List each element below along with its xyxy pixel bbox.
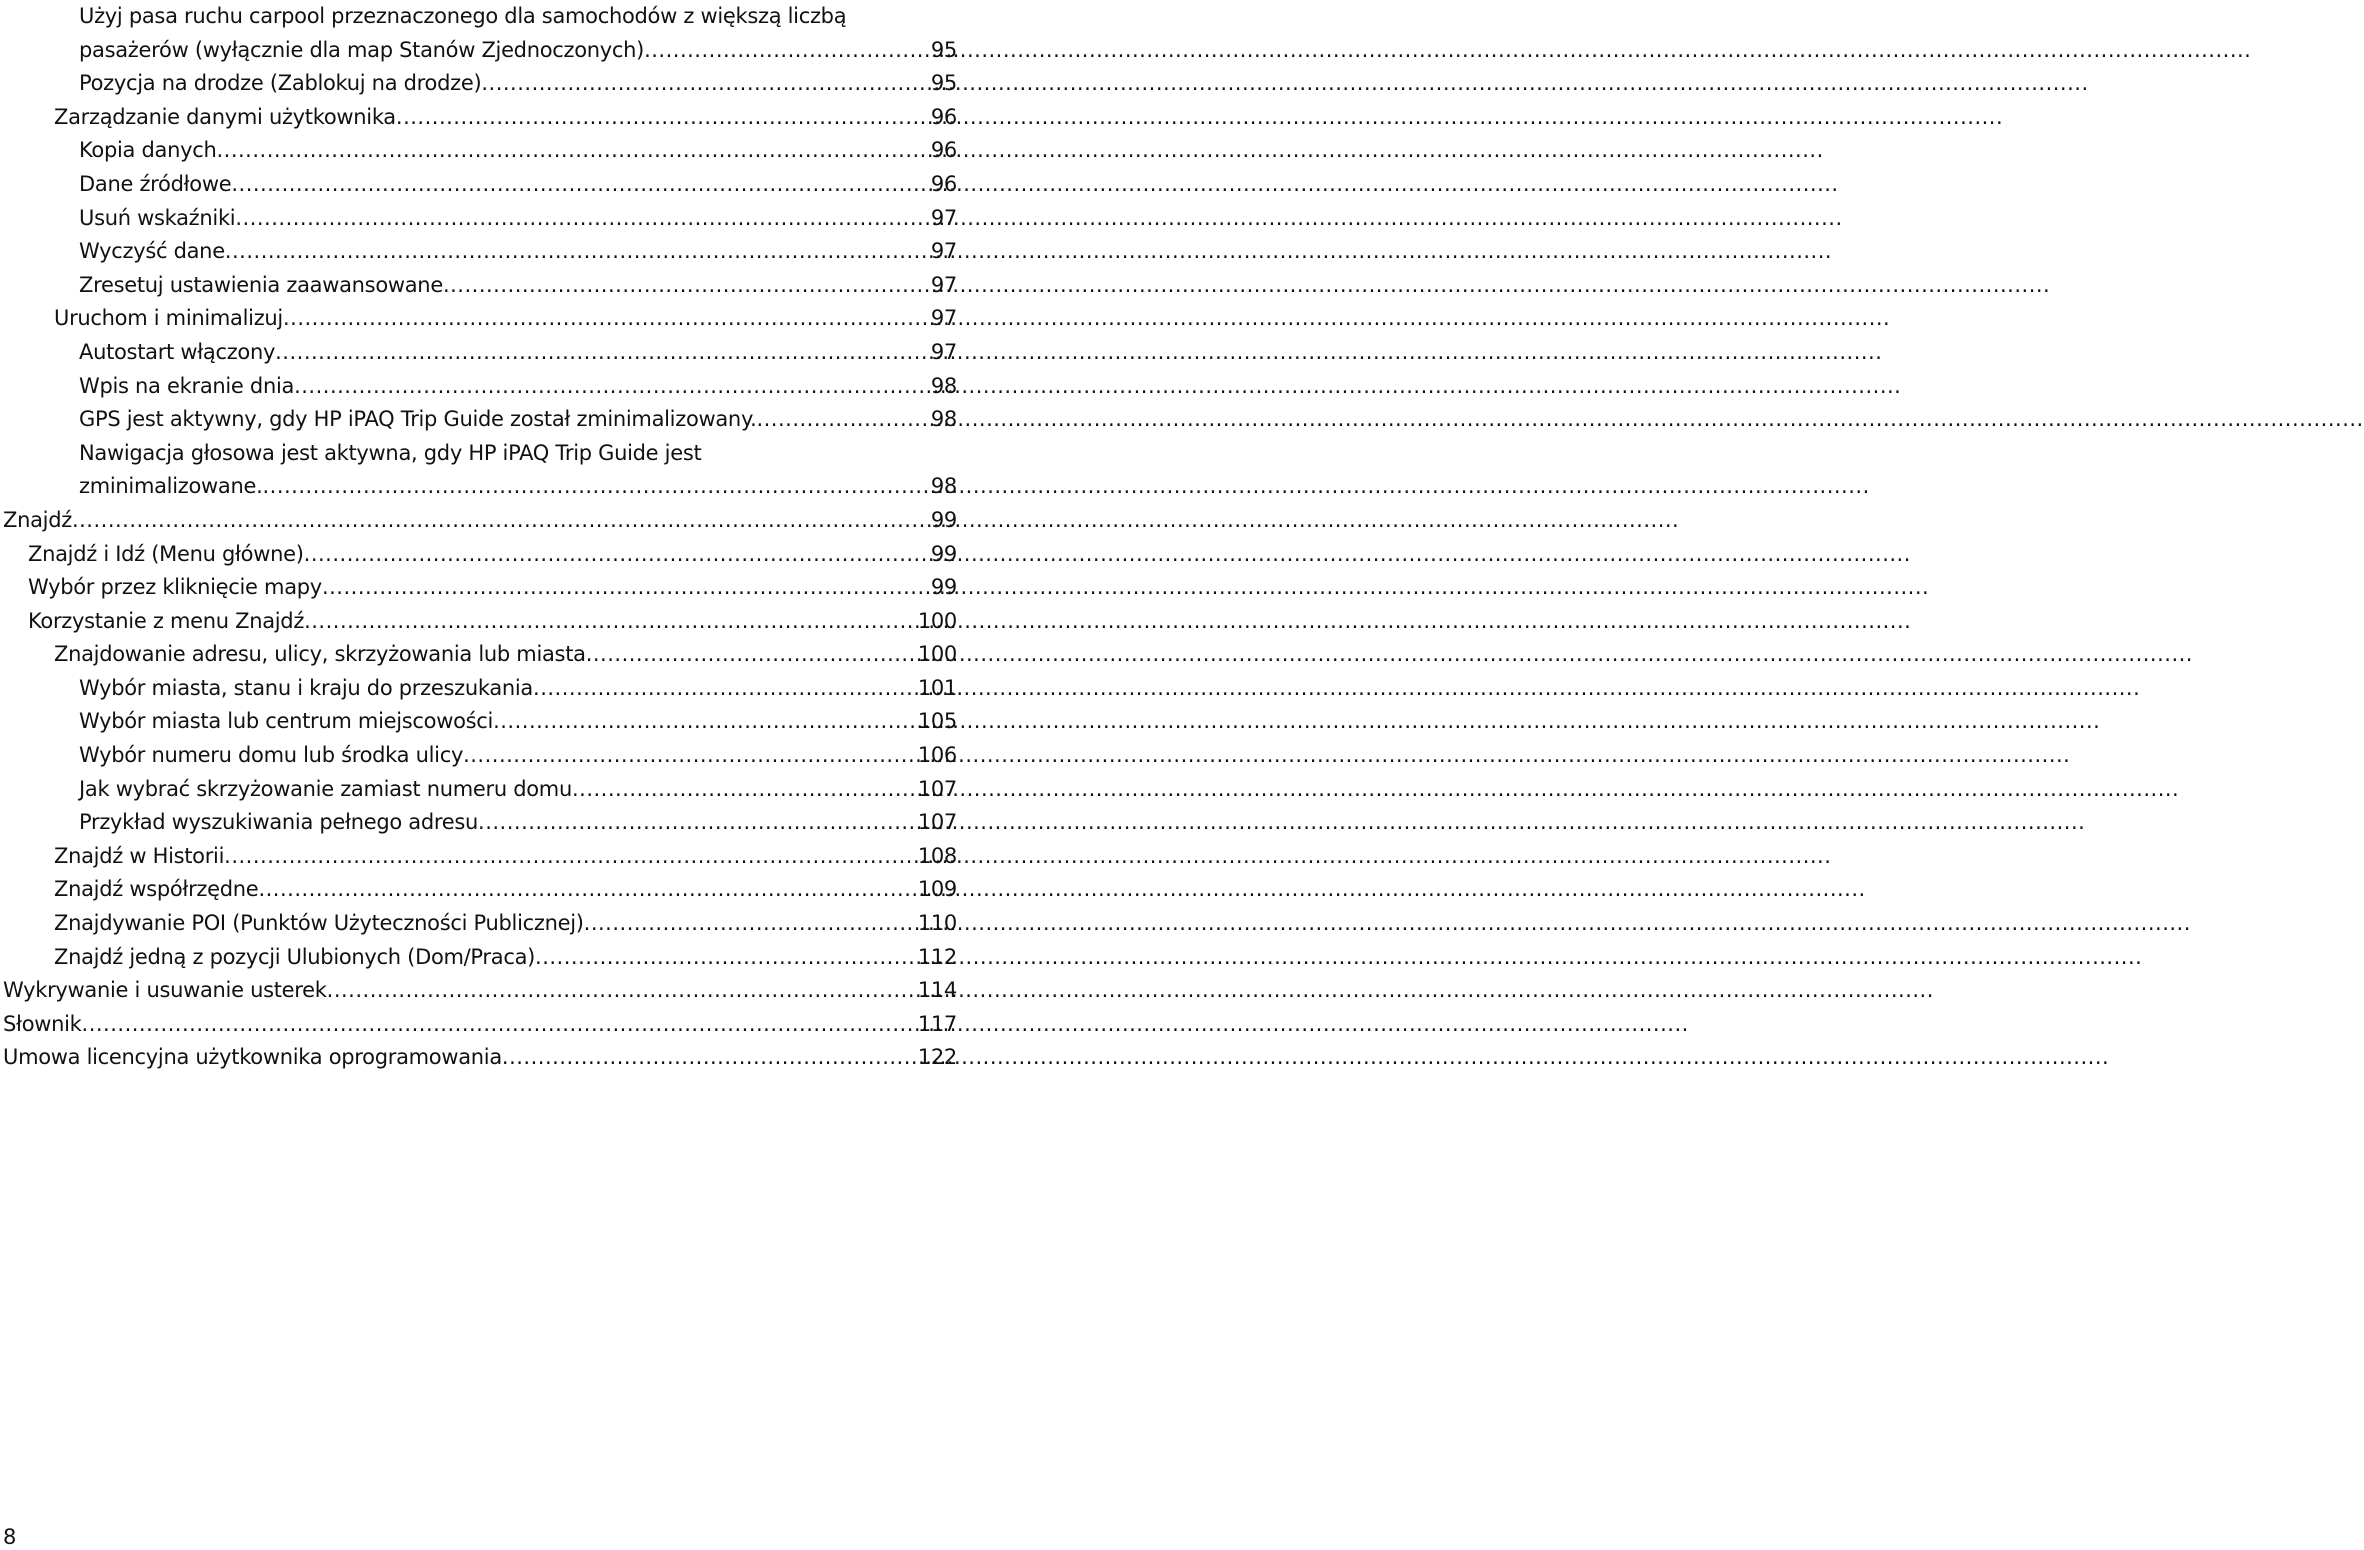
dot-leader (481, 67, 928, 101)
toc-entry-row (79, 806, 957, 840)
toc-entry-label: Autostart włączony (79, 339, 276, 364)
toc-entry-label: Korzystanie z menu Znajdź (28, 608, 305, 633)
dot-leader (231, 168, 928, 202)
toc-entry-page-number: 97 (930, 205, 957, 230)
toc-entry-row (54, 941, 957, 975)
toc-entry-page-number: 107 (917, 776, 957, 801)
toc-entry-label: Zresetuj ustawienia zaawansowane (79, 272, 443, 297)
toc-entry-row (79, 336, 957, 370)
toc-entry-row (28, 571, 957, 605)
toc-entry[interactable] (54, 907, 957, 941)
toc-entry-label: Znajdź (3, 507, 72, 532)
toc-entry-page-number: 114 (917, 978, 957, 1003)
toc-entry-page-number: 100 (917, 608, 957, 633)
toc-entry[interactable] (54, 941, 957, 975)
toc-entry-page-number: 96 (930, 104, 957, 129)
toc-entry-page-number: 96 (930, 171, 957, 196)
toc-entry-row (54, 873, 957, 907)
toc-entry-page-number: 98 (930, 373, 957, 398)
toc-entry-label: Wybór numeru domu lub środka ulicy (79, 743, 464, 768)
dot-leader (262, 470, 927, 504)
toc-entry-page-number: 106 (917, 743, 957, 768)
toc-entry[interactable] (79, 202, 957, 236)
dot-leader (584, 907, 915, 941)
toc-entry-row (79, 773, 957, 807)
toc-entry-page-number: 95 (930, 37, 957, 62)
toc-entry-page-number: 110 (917, 911, 957, 936)
toc-entry-page-number: 98 (930, 474, 957, 499)
dot-leader (225, 235, 928, 269)
toc-entry-label: Wybór przez kliknięcie mapy (28, 575, 322, 600)
toc-entry-row (79, 672, 957, 706)
toc-entry-page-number: 105 (917, 709, 957, 734)
toc-entry-row (3, 1041, 957, 1075)
toc-entry-row (79, 470, 957, 504)
toc-entry[interactable] (79, 235, 957, 269)
toc-entry-label: Zarządzanie danymi użytkownika (54, 104, 396, 129)
dot-leader (216, 134, 927, 168)
dot-leader (572, 773, 915, 807)
toc-entry[interactable] (3, 504, 957, 538)
dot-leader (294, 370, 928, 404)
toc-entry[interactable] (79, 739, 957, 773)
dot-leader (463, 739, 915, 773)
dot-leader (72, 504, 928, 538)
toc-entry[interactable] (79, 705, 957, 739)
toc-entry-label: Wybór miasta lub centrum miejscowości (79, 709, 494, 734)
dot-leader (283, 302, 928, 336)
toc-entry[interactable] (28, 605, 957, 639)
dot-leader (443, 269, 928, 303)
toc-entry-row (79, 67, 957, 101)
toc-entry[interactable] (79, 0, 957, 67)
toc-entry-label: Pozycja na drodze (Zablokuj na drodze) (79, 71, 482, 96)
toc-entry[interactable] (79, 336, 957, 370)
toc-entry-label: Umowa licencyjna użytkownika oprogramowania (3, 1045, 502, 1070)
toc-entry-page-number: 112 (917, 944, 957, 969)
toc-entry-label: Wyczyść dane (79, 239, 225, 264)
dot-leader (304, 538, 928, 572)
dot-leader (304, 605, 915, 639)
toc-entry-page-number: 96 (930, 138, 957, 163)
toc-entry-row (54, 907, 957, 941)
toc-entry[interactable] (79, 67, 957, 101)
toc-entry-page-number: 98 (930, 407, 957, 432)
toc-entry-row (79, 403, 957, 437)
toc-entry[interactable] (54, 638, 957, 672)
dot-leader (322, 571, 928, 605)
toc-entry[interactable] (54, 302, 957, 336)
dot-leader (82, 1008, 915, 1042)
dot-leader (644, 34, 928, 68)
toc-entry-row (79, 202, 957, 236)
dot-leader (396, 101, 928, 135)
toc-entry-label: Wpis na ekranie dnia (79, 373, 295, 398)
toc-entry-page-number: 97 (930, 306, 957, 331)
dot-leader (258, 873, 914, 907)
toc-entry[interactable] (79, 370, 957, 404)
toc-entry-label: Jak wybrać skrzyżowanie zamiast numeru domu (79, 776, 572, 801)
toc-entry-label: Uruchom i minimalizuj (54, 306, 283, 331)
toc-entry[interactable] (79, 773, 957, 807)
toc-entry-label: GPS jest aktywny, gdy HP iPAQ Trip Guide został zminimalizowany. (79, 407, 757, 432)
toc-entry-row (28, 605, 957, 639)
toc-entry-label: Dane źródłowe (79, 171, 232, 196)
toc-entry-page-number: 97 (930, 272, 957, 297)
toc-entry[interactable] (54, 840, 957, 874)
toc-entry[interactable] (28, 538, 957, 572)
toc-entry-page-number: 97 (930, 339, 957, 364)
toc-entry[interactable] (54, 873, 957, 907)
toc-entry-row (54, 840, 957, 874)
toc-entry-label: Usuń wskaźniki (79, 205, 236, 230)
dot-leader (493, 705, 915, 739)
dot-leader (478, 806, 915, 840)
toc-entry-page-number: 108 (917, 843, 957, 868)
dot-leader (502, 1041, 915, 1075)
toc-entry-page-number: 109 (917, 877, 957, 902)
toc-entry-label: Znajdowanie adresu, ulicy, skrzyżowania lub miasta (54, 642, 586, 667)
toc-entry-page-number: 99 (930, 507, 957, 532)
toc-entry-page-number: 99 (930, 541, 957, 566)
toc-entry-row (79, 34, 957, 68)
toc-entry-label: zminimalizowane. (79, 474, 263, 499)
dot-leader (586, 638, 915, 672)
toc-entry-row (54, 638, 957, 672)
toc-entry-label: Znajdywanie POI (Punktów Użyteczności Publicznej) (54, 911, 584, 936)
toc-entry[interactable] (3, 1008, 957, 1042)
toc-entry-label: Wykrywanie i usuwanie usterek (3, 978, 327, 1003)
toc-entry-label: Znajdź w Historii (54, 843, 225, 868)
toc-entry-row (3, 974, 957, 1008)
dot-leader (327, 974, 915, 1008)
toc-entry-page-number: 97 (930, 239, 957, 264)
toc-entry[interactable] (79, 437, 957, 504)
toc-entry-label: Znajdź i Idź (Menu główne) (28, 541, 304, 566)
toc-entry-label-line: Użyj pasa ruchu carpool przeznaczonego dla samochodów z większą liczbą (79, 4, 847, 28)
toc-entry-row (79, 705, 957, 739)
page-number: 8 (3, 1525, 17, 1549)
toc-entry-page-number: 107 (917, 810, 957, 835)
toc-entry-page-number: 100 (917, 642, 957, 667)
dot-leader (224, 840, 915, 874)
toc-entry-row (79, 168, 957, 202)
toc-entry-row (3, 504, 957, 538)
toc-entry-page-number: 122 (917, 1045, 957, 1070)
toc-entry-page-number: 95 (930, 71, 957, 96)
toc-entry-row (79, 134, 957, 168)
toc-entry[interactable] (3, 1041, 957, 1075)
toc-entry-row (79, 235, 957, 269)
dot-leader (535, 941, 915, 975)
toc-entry-row (79, 370, 957, 404)
toc-entry[interactable] (54, 101, 957, 135)
toc-entry-label: Słownik (3, 1011, 82, 1036)
toc-entry-row (3, 1008, 957, 1042)
table-of-contents (0, 0, 957, 1075)
toc-entry-label: Przykład wyszukiwania pełnego adresu (79, 810, 479, 835)
toc-entry-label: pasażerów (wyłącznie dla map Stanów Zjednoczonych) (79, 37, 645, 62)
dot-leader (235, 202, 928, 236)
toc-entry-row (54, 101, 957, 135)
toc-entry[interactable] (79, 672, 957, 706)
dot-leader (756, 403, 927, 437)
toc-entry-label: Znajdź współrzędne (54, 877, 259, 902)
toc-entry-page-number: 101 (917, 675, 957, 700)
toc-entry-label: Znajdź jedną z pozycji Ulubionych (Dom/Praca) (54, 944, 536, 969)
toc-entry-label-line: Nawigacja głosowa jest aktywna, gdy HP iPAQ Trip Guide jest (79, 440, 702, 465)
toc-entry[interactable] (28, 571, 957, 605)
toc-entry[interactable] (3, 974, 957, 1008)
dot-leader (533, 672, 915, 706)
dot-leader (275, 336, 928, 370)
toc-entry[interactable] (79, 403, 957, 437)
toc-entry-row (54, 302, 957, 336)
toc-entry[interactable] (79, 269, 957, 303)
toc-entry-page-number: 117 (917, 1011, 957, 1036)
toc-entry[interactable] (79, 168, 957, 202)
toc-entry[interactable] (79, 134, 957, 168)
toc-entry-row (79, 739, 957, 773)
toc-entry-label: Wybór miasta, stanu i kraju do przeszukania (79, 675, 534, 700)
toc-entry-row (79, 269, 957, 303)
toc-entry-page-number: 99 (930, 575, 957, 600)
toc-entry-label: Kopia danych (79, 138, 217, 163)
toc-entry[interactable] (79, 806, 957, 840)
toc-entry-row (28, 538, 957, 572)
